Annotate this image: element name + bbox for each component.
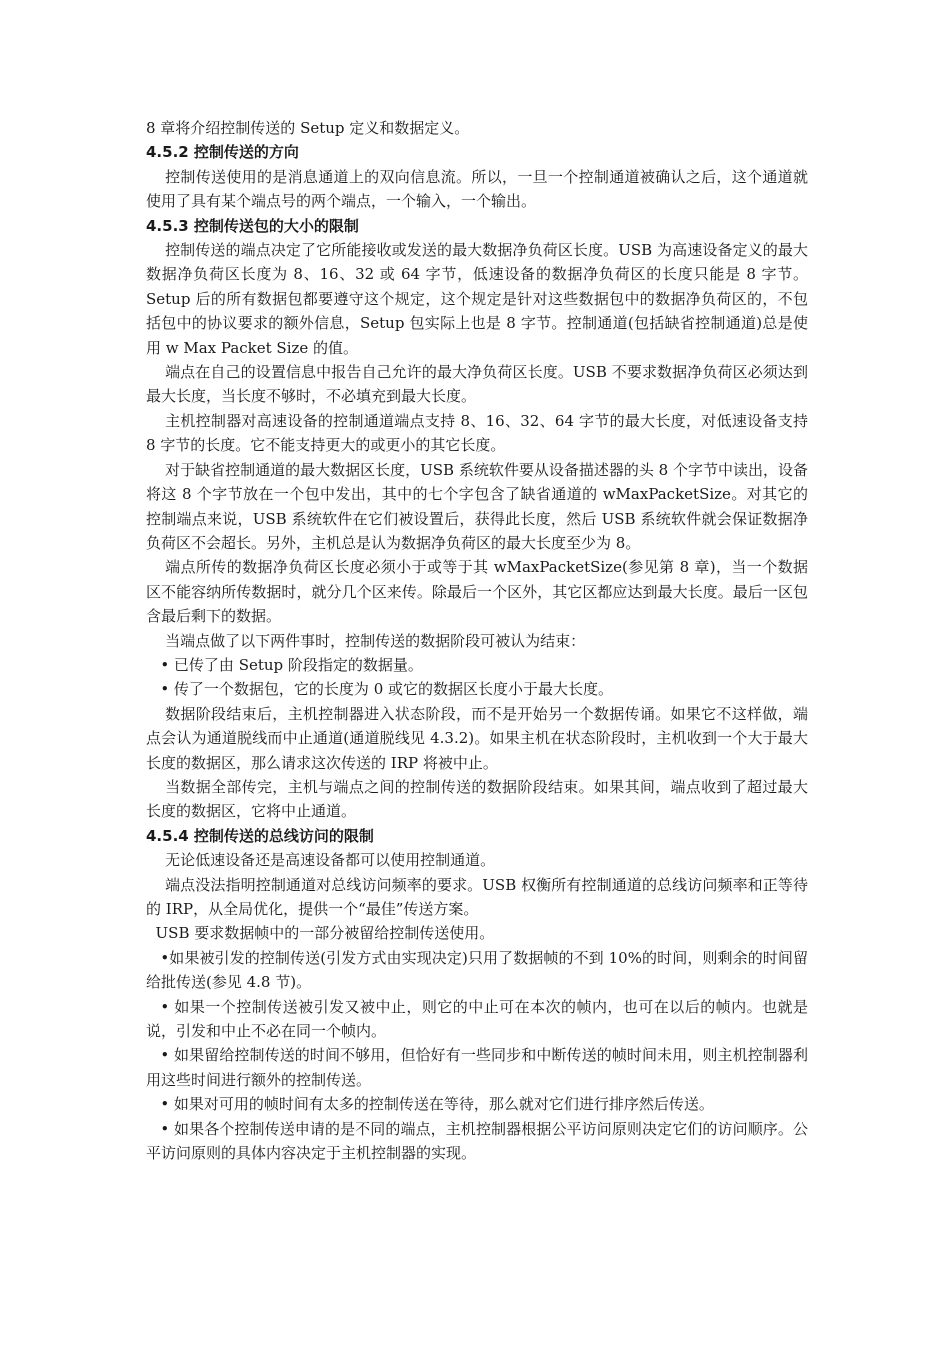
list-item: • 如果各个控制传送申请的是不同的端点，主机控制器根据公平访问原则决定它们的访问顺序。公平访问原则的具体内容决定于主机控制器的实现。 bbox=[146, 1119, 808, 1163]
paragraph: 控制传送的端点决定了它所能接收或发送的最大数据净负荷区长度。USB 为高速设备定义的最大数据净负荷区长度为 8、16、32 或 64 字节，低速设备的数据净负荷区的长度只能是 8 字节。Setup 后的所有数据包都要遵守这个规定，这个规定是针对这些数据包中的数据净负荷区的，不包括包中的协议要求的额外信息，Setup 包实际上也是 8 字节。控制通道(包括缺省控制通道)总是使用 w Max Packet Size 的值。 bbox=[146, 241, 808, 357]
paragraph: 端点在自己的设置信息中报告自己允许的最大净负荷区长度。USB 不要求数据净负荷区必须达到最大长度，当长度不够时，不必填充到最大长度。 bbox=[146, 363, 808, 406]
paragraph: 端点没法指明控制通道对总线访问频率的要求。USB 权衡所有控制通道的总线访问频率和正等待的 IRP，从全局优化，提供一个“最佳”传送方案。 bbox=[146, 875, 808, 918]
list-item: • 如果留给控制传送的时间不够用，但恰好有一些同步和中断传送的帧时间未用，则主机控制器利用这些时间进行额外的控制传送。 bbox=[146, 1046, 808, 1089]
paragraph: 8 章将介绍控制传送的 Setup 定义和数据定义。 bbox=[146, 119, 470, 137]
paragraph: 对于缺省控制通道的最大数据区长度，USB 系统软件要从设备描述器的头 8 个字节中读出，设备将这 8 个字节放在一个包中发出，其中的七个字包含了缺省通道的 wMaxPacketSize。对其它的控制端点来说，USB 系统软件在它们被设置后，获得此长度，然后 USB 系统软件就会保证数据净负荷区不会超长。另外，主机总是认为数据净负荷区的最大长度至少为 8。 bbox=[146, 460, 808, 552]
paragraph: 当数据全部传完，主机与端点之间的控制传送的数据阶段结束。如果其间，端点收到了超过最大长度的数据区，它将中止通道。 bbox=[146, 777, 808, 821]
document-page bbox=[146, 116, 808, 1165]
list-item: • 如果一个控制传送被引发又被中止，则它的中止可在本次的帧内，也可在以后的帧内。也就是说，引发和中止不必在同一个帧内。 bbox=[146, 997, 808, 1041]
section-heading-4-5-2: 4.5.2 控制传送的方向 bbox=[146, 143, 299, 162]
section-heading-4-5-3: 4.5.3 控制传送包的大小的限制 bbox=[146, 216, 359, 235]
paragraph: 数据阶段结束后，主机控制器进入状态阶段，而不是开始另一个数据传诵。如果它不这样做，端点会认为通道脱线而中止通道(通道脱线见 4.3.2)。如果主机在状态阶段时，主机收到一个大于最大长度的数据区，那么请求这次传送的 IRP 将被中止。 bbox=[146, 704, 808, 772]
paragraph: USB 要求数据帧中的一部分被留给控制传送使用。 bbox=[155, 924, 495, 943]
paragraph: 当端点做了以下两件事时，控制传送的数据阶段可被认为结束： bbox=[165, 631, 586, 650]
paragraph: 端点所传的数据净负荷区长度必须小于或等于其 wMaxPacketSize(参见第 8 章)，当一个数据区不能容纳所传数据时，就分几个区来传。除最后一个区外，其它区都应达到最大长度。最后一区包含最后剩下的数据。 bbox=[146, 558, 808, 626]
list-item: • 如果对可用的帧时间有太多的控制传送在等待，那么就对它们进行排序然后传送。 bbox=[160, 1095, 714, 1114]
list-item: •如果被引发的控制传送(引发方式由实现决定)只用了数据帧的不到 10%的时间，则剩余的时间留给批传送(参见 4.8 节)。 bbox=[146, 948, 808, 992]
section-heading-4-5-4: 4.5.4 控制传送的总线访问的限制 bbox=[146, 826, 374, 845]
paragraph: 无论低速设备还是高速设备都可以使用控制通道。 bbox=[165, 851, 496, 870]
list-item: • 已传了由 Setup 阶段指定的数据量。 bbox=[160, 655, 423, 674]
list-item: • 传了一个数据包，它的长度为 0 或它的数据区长度小于最大长度。 bbox=[160, 680, 614, 699]
paragraph: 主机控制器对高速设备的控制通道端点支持 8、16、32、64 字节的最大长度，对低速设备支持 8 字节的长度。它不能支持更大的或更小的其它长度。 bbox=[146, 411, 808, 455]
paragraph: 控制传送使用的是消息通道上的双向信息流。所以，一旦一个控制通道被确认之后，这个通道就使用了具有某个端点号的两个端点，一个输入，一个输出。 bbox=[146, 167, 808, 211]
